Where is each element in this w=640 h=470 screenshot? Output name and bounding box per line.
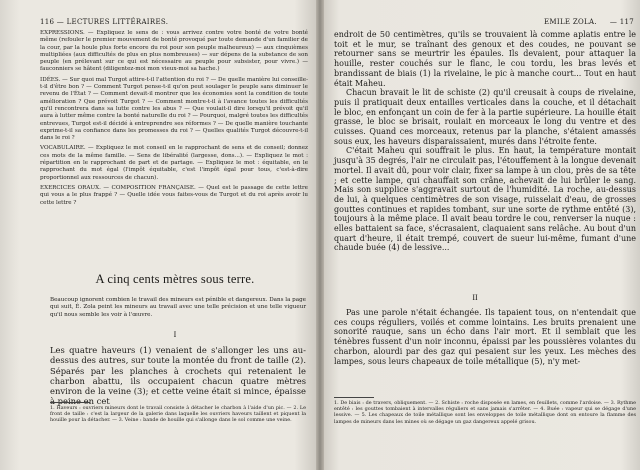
exercises-block xyxy=(40,30,308,207)
right-page xyxy=(320,0,640,470)
exercise-expressions: EXPRESSIONS. — Expliquez le sens de : vous arrivez contre votre bonté de votre bonté même (refouler le premier mouvement de bonté provoqué par toute demande d'un familier de la cour, par la houle plus forte encore du roi pour son peuple malheureux) — aux cinquièmes multipliées (aux difficultés de plus en plus nombreuses) — sur dépens de la substance de son peuple (en prélevant sur ce qui est nécessaire au peuple pour subsister, pour vivre.) — fauconniers se hâtent (diligentez-moi mon vieux-moi sa hache.) xyxy=(40,30,308,73)
book-gutter xyxy=(316,0,324,470)
section-number-i: I xyxy=(173,330,177,339)
exercise-idees: IDÉES. — Sur quoi mal Turgot attire-t-il l'attention du roi ? — De quelle manière lui conseille-t-il d'être bon ? — Comment Turgot pense-t-il qu'on peut soulager le peuple sans diminuer le revenu de l'État ? — Comment devait-il montrer que les économies sont la condition de toute amélioration ? Que prévoit Turgot ? — Comment montre-t-il à l'avance toutes les difficultés qu'il rencontrera dans sa lutte contre les abus ? — Que voulait-il dire lorsqu'il prévoit qu'il aura à lutter même contre la bonté naturelle du roi ? — Pourquoi, malgré toutes les difficultés entrevues, Turgot est-il décidé à entreprendre ses réformes ? — De quelle manière touchante exprime-t-il sa confiance dans les promesses du roi ? — Quelles qualités Turgot découvre-t-il dans le roi ? xyxy=(40,76,308,142)
right-footnote-rule xyxy=(334,397,374,398)
exercise-oraux: EXERCICES ORAUX. — COMPOSITION FRANÇAISE. — Quel est le passage de cette lettre qui vous a le plus frappé ? — Quelle idée vous faites-vous de Turgot et du roi après avoir lu cette lettre ? xyxy=(40,184,308,206)
left-footnotes: 1. Haveurs : ouvriers mineurs dont le travail consiste à détacher le charbon à l'aide d'un pic. — 2. Le front de taille : c'est la largeur de la galerie dans laquelle les ouvriers haveurs taillent et piquent la houille pour la détacher. — 3. Veine : bande de houille qui s'allonge dans le sol comme une veine. xyxy=(50,405,306,424)
chapter-body: Les quatre haveurs (1) venaient de s'allonger les uns au-dessus des autres, sur toute la montée du front de taille (2). Séparés par les planches à crochets qui retenaient le charbon abattu, ils occupaient chacun quatre mètres environ de la veine (3); et cette veine était si mince, épaisse à peine en cet xyxy=(50,345,306,407)
chapter-title: A cinq cents mètres sous terre. xyxy=(95,272,255,286)
paragraph-3: C'était Maheu qui souffrait le plus. En haut, la température montait jusqu'à 35 degrés, l'air ne circulait pas, l'étouffement à la longue devenait mortel. Il avait dû, pour voir clair, fixer sa lampe à un clou, près de sa tête ; et cette lampe, qui chauffait son crâne, achevait de lui brûler le sang. Mais son supplice s'aggravait surtout de l'humidité. La roche, au-dessus de lui, à quelques centimètres de son visage, ruisselait d'eau, de grosses gouttes continues et rapides tombant, sur une sorte de rythme entêté (3), toujours à la même place. Il avait beau tordre le cou, renverser la nuque : elles battaient sa face, s'écrasaient, claquaient sans relâche. Au bout d'un quart d'heure, il était trempé, couvert de sueur lui-même, fumant d'une chaude buée (4) de lessive... xyxy=(334,146,636,253)
left-header-text: 116 — LECTURES LITTÉRAIRES. xyxy=(40,18,169,26)
paragraph-2: Chacun bravait le lit de schiste (2) qu'il creusait à coups de rivelaine, puis il pratiquait deux entailles verticales dans la couche, et il détachait le bloc, en enfonçant un coin de fer à la partie supérieure. La houille était grasse, le bloc se brisait, roulait en morceaux le long du ventre et des cuisses. Quand ces morceaux, retenus par la planche, s'étaient amassés sous eux, les haveurs disparaissaient, murés dans l'étroite fente. xyxy=(334,88,636,146)
paragraph-1: endroit de 50 centimètres, qu'ils se trouvaient là comme aplatis entre le toit et le mur, se traînant des genoux et des coudes, ne pouvant se retourner sans se meurtrir les épaules. Ils devaient, pour attaquer la houille, rester couchés sur le flanc, le cou tordu, les bras levés et brandissant de biais (1) la rivelaine, le pic à manche court... Tout en haut était Maheu. xyxy=(334,30,636,88)
right-header-text: EMILE ZOLA. xyxy=(544,18,597,26)
right-page-number: — 117 xyxy=(609,18,634,26)
paragraph-4: Pas une parole n'était échangée. Ils tapaient tous, on n'entendait que ces coups réguliers, voilés et comme lointains. Les bruits prenaient une sonorité rauque, sans un écho dans l'air mort. Et il semblait que les ténèbres fussent d'un noir inconnu, épaissi par les poussières volantes du charbon, alourdi par des gaz qui pesaient sur les yeux. Les mèches des lampes, sous leurs chapeaux de toile métallique (5), n'y met- xyxy=(334,308,636,366)
chapter-intro: Beaucoup ignorent combien le travail des mineurs est pénible et dangereux. Dans la page qui suit, É. Zola peint les mineurs au travail avec une telle précision et une telle vigueur qu'il nous semble les voir à l'œuvre. xyxy=(50,297,306,318)
exercise-vocabulaire: VOCABULAIRE. — Expliquez le mot conseil en le rapprochant de sens et de conseil; donnez ces mots de la même famille. — Sens de libéralité (largesse, dons...). — Expliquez le mot : répartition en le rapprochant de part et de partage. — Expliquez le mot : équitable, en le rapprochant du mot égal (l'impôt équitable, c'est l'impôt égal pour tous, c'est-à-dire proportionnel aux ressources de chacun). xyxy=(40,145,308,181)
right-body-block xyxy=(334,30,636,253)
section-number-ii: II xyxy=(472,293,478,302)
right-footnotes: 1. De biais : de travers, obliquement. — 2. Schiste : roche disposée en lames, en feuillets, comme l'ardoise. — 3. Rythme entêté : les gouttes tombaient à intervalles réguliers et sans jamais s'arrêter. — 4. Buée : vapeur qui se dégage d'une lessive. — 5. Les chapeaux de toile métallique sont les enveloppes de toile métallique dont on entoure la flamme des lampes de mineurs dans les mines où se dégage un gaz dangereux appelé grisou. xyxy=(334,400,636,425)
footnote-rule xyxy=(50,402,90,403)
